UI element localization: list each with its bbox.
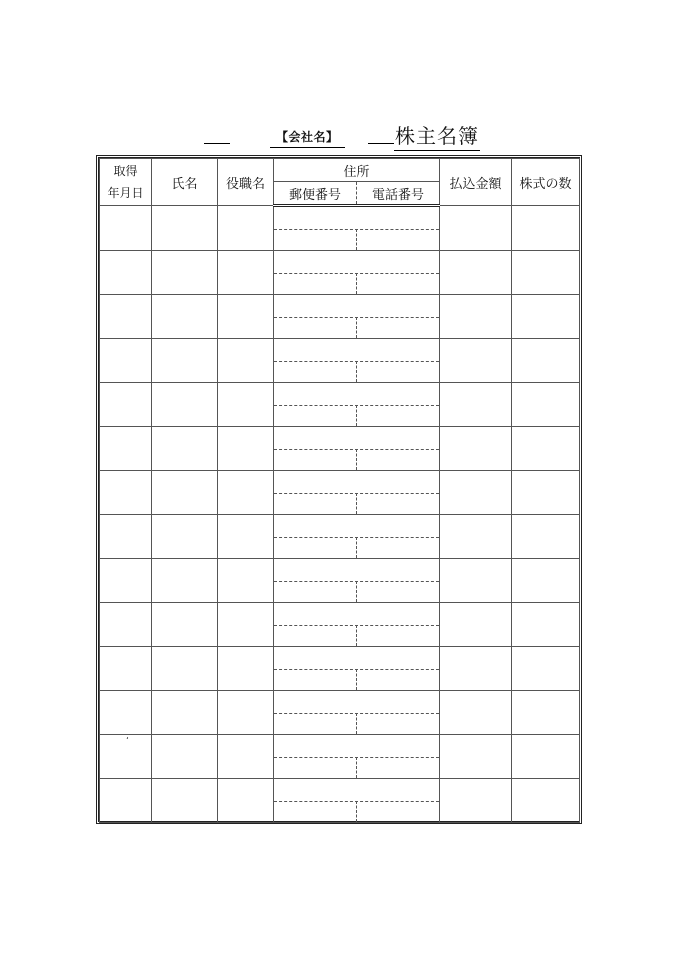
cell-address[interactable] <box>274 206 440 251</box>
cell-position[interactable] <box>218 515 274 559</box>
cell-name[interactable] <box>152 295 218 339</box>
cell-acquired-date[interactable] <box>100 471 152 515</box>
table-row <box>100 251 580 295</box>
address-line <box>274 779 439 802</box>
cell-address[interactable] <box>274 779 440 823</box>
cell-paid-amount[interactable] <box>440 206 512 251</box>
cell-shares[interactable] <box>512 251 580 295</box>
cell-name[interactable] <box>152 735 218 779</box>
cell-address[interactable] <box>274 559 440 603</box>
address-box <box>274 251 439 294</box>
cell-shares[interactable] <box>512 206 580 251</box>
address-box <box>274 603 439 646</box>
postal-phone-divider <box>356 317 357 338</box>
cell-acquired-date[interactable] <box>100 339 152 383</box>
table-row <box>100 603 580 647</box>
cell-paid-amount[interactable] <box>440 559 512 603</box>
postal-phone-divider <box>356 757 357 778</box>
cell-address[interactable] <box>274 339 440 383</box>
cell-shares[interactable] <box>512 559 580 603</box>
cell-acquired-date[interactable] <box>100 559 152 603</box>
header-acquired-date <box>100 159 152 206</box>
address-line <box>274 559 439 582</box>
cell-name[interactable] <box>152 515 218 559</box>
address-box <box>274 515 439 558</box>
cell-acquired-date[interactable] <box>100 647 152 691</box>
address-box <box>274 471 439 514</box>
cell-address[interactable] <box>274 691 440 735</box>
cell-acquired-date[interactable] <box>100 603 152 647</box>
title-blank-line-right <box>368 143 394 144</box>
cell-paid-amount[interactable] <box>440 647 512 691</box>
cell-paid-amount[interactable] <box>440 735 512 779</box>
cell-acquired-date[interactable] <box>100 206 152 251</box>
cell-position[interactable] <box>218 427 274 471</box>
cell-address[interactable] <box>274 383 440 427</box>
cell-shares[interactable] <box>512 691 580 735</box>
cell-name[interactable] <box>152 251 218 295</box>
table-row <box>100 515 580 559</box>
cell-name[interactable] <box>152 647 218 691</box>
address-line <box>274 251 439 274</box>
cell-shares[interactable] <box>512 603 580 647</box>
cell-position[interactable] <box>218 691 274 735</box>
cell-position[interactable] <box>218 251 274 295</box>
cell-position[interactable] <box>218 603 274 647</box>
postal-phone-divider <box>356 625 357 646</box>
cell-acquired-date[interactable] <box>100 691 152 735</box>
postal-phone-divider <box>356 493 357 514</box>
postal-phone-divider <box>356 669 357 690</box>
cell-acquired-date[interactable] <box>100 251 152 295</box>
header-address: 住所 <box>274 159 440 182</box>
cell-name[interactable] <box>152 383 218 427</box>
cell-name[interactable] <box>152 559 218 603</box>
header-shares: 株式の数 <box>512 159 580 206</box>
cell-paid-amount[interactable] <box>440 427 512 471</box>
cell-address[interactable] <box>274 427 440 471</box>
cell-paid-amount[interactable] <box>440 603 512 647</box>
table-row <box>100 471 580 515</box>
cell-acquired-date[interactable] <box>100 295 152 339</box>
cell-position[interactable] <box>218 779 274 823</box>
cell-position[interactable] <box>218 559 274 603</box>
cell-name[interactable] <box>152 339 218 383</box>
postal-phone-divider <box>356 713 357 734</box>
address-line <box>274 515 439 538</box>
address-box <box>274 691 439 734</box>
table-row <box>100 427 580 471</box>
address-line <box>274 647 439 670</box>
register-body <box>100 206 580 823</box>
cell-name[interactable] <box>152 206 218 251</box>
cell-shares[interactable] <box>512 339 580 383</box>
cell-address[interactable] <box>274 735 440 779</box>
address-line <box>274 691 439 714</box>
cell-address[interactable] <box>274 251 440 295</box>
header-name: 氏名 <box>152 159 218 206</box>
table-row <box>100 647 580 691</box>
address-line <box>274 427 439 450</box>
cell-acquired-date[interactable] <box>100 735 152 779</box>
cell-position[interactable] <box>218 471 274 515</box>
company-name-label: 【会社名】 <box>270 128 345 148</box>
cell-shares[interactable] <box>512 471 580 515</box>
title-blank-line-left <box>204 143 230 144</box>
cell-name[interactable] <box>152 779 218 823</box>
cell-shares[interactable] <box>512 427 580 471</box>
header-position: 役職名 <box>218 159 274 206</box>
table-row <box>100 559 580 603</box>
postal-phone-divider <box>356 581 357 602</box>
header-phone: 電話番号 <box>357 182 440 206</box>
postal-phone-divider <box>356 273 357 294</box>
cell-position[interactable] <box>218 647 274 691</box>
cell-position[interactable] <box>218 206 274 251</box>
shareholder-register-table <box>99 158 580 823</box>
address-line <box>274 471 439 494</box>
cell-paid-amount[interactable] <box>440 251 512 295</box>
cell-name[interactable] <box>152 427 218 471</box>
postal-phone-divider <box>356 801 357 822</box>
cell-acquired-date[interactable] <box>100 515 152 559</box>
cell-name[interactable] <box>152 471 218 515</box>
cell-shares[interactable] <box>512 383 580 427</box>
address-line <box>274 735 439 758</box>
cell-shares[interactable] <box>512 515 580 559</box>
cell-address[interactable] <box>274 471 440 515</box>
address-box <box>274 647 439 690</box>
table-row <box>100 206 580 251</box>
header-postal-code: 郵便番号 <box>274 182 357 206</box>
title-area <box>0 118 680 148</box>
table-row <box>100 779 580 823</box>
cell-position[interactable] <box>218 339 274 383</box>
address-box <box>274 295 439 338</box>
cell-name[interactable] <box>152 603 218 647</box>
cell-shares[interactable] <box>512 647 580 691</box>
cell-paid-amount[interactable] <box>440 691 512 735</box>
address-box <box>274 383 439 426</box>
cell-shares[interactable] <box>512 295 580 339</box>
address-line <box>274 207 439 230</box>
address-box <box>274 207 439 250</box>
cell-paid-amount[interactable] <box>440 295 512 339</box>
address-box <box>274 735 439 778</box>
cell-position[interactable] <box>218 295 274 339</box>
cell-address[interactable] <box>274 515 440 559</box>
address-line <box>274 603 439 626</box>
cell-acquired-date[interactable] <box>100 779 152 823</box>
table-row <box>100 735 580 779</box>
cell-paid-amount[interactable] <box>440 383 512 427</box>
page-title: 株主名簿 <box>394 120 480 151</box>
cell-paid-amount[interactable] <box>440 779 512 823</box>
cell-address[interactable] <box>274 603 440 647</box>
postal-phone-divider <box>356 537 357 558</box>
address-box <box>274 779 439 822</box>
postal-phone-divider <box>356 361 357 382</box>
postal-phone-divider <box>356 229 357 250</box>
header-acquired-bottom: 年月日 <box>107 186 144 200</box>
table-row <box>100 339 580 383</box>
cell-paid-amount[interactable] <box>440 339 512 383</box>
cell-shares[interactable] <box>512 779 580 823</box>
postal-phone-divider <box>356 405 357 426</box>
address-box <box>274 339 439 382</box>
table-row <box>100 295 580 339</box>
header-paid-amount: 払込金額 <box>440 159 512 206</box>
address-line <box>274 339 439 362</box>
address-line <box>274 383 439 406</box>
table-row <box>100 383 580 427</box>
table-row <box>100 691 580 735</box>
postal-phone-divider <box>356 449 357 470</box>
cell-paid-amount[interactable] <box>440 515 512 559</box>
cell-paid-amount[interactable] <box>440 471 512 515</box>
cell-position[interactable] <box>218 383 274 427</box>
header-acquired-top: 取得 <box>113 164 138 178</box>
cell-name[interactable] <box>152 691 218 735</box>
row-mark: ‘ <box>126 736 129 745</box>
cell-address[interactable] <box>274 295 440 339</box>
cell-position[interactable] <box>218 735 274 779</box>
address-line <box>274 295 439 318</box>
address-box <box>274 427 439 470</box>
cell-shares[interactable] <box>512 735 580 779</box>
cell-address[interactable] <box>274 647 440 691</box>
address-box <box>274 559 439 602</box>
cell-acquired-date[interactable] <box>100 427 152 471</box>
shareholder-register-sheet <box>96 155 582 824</box>
cell-acquired-date[interactable] <box>100 383 152 427</box>
